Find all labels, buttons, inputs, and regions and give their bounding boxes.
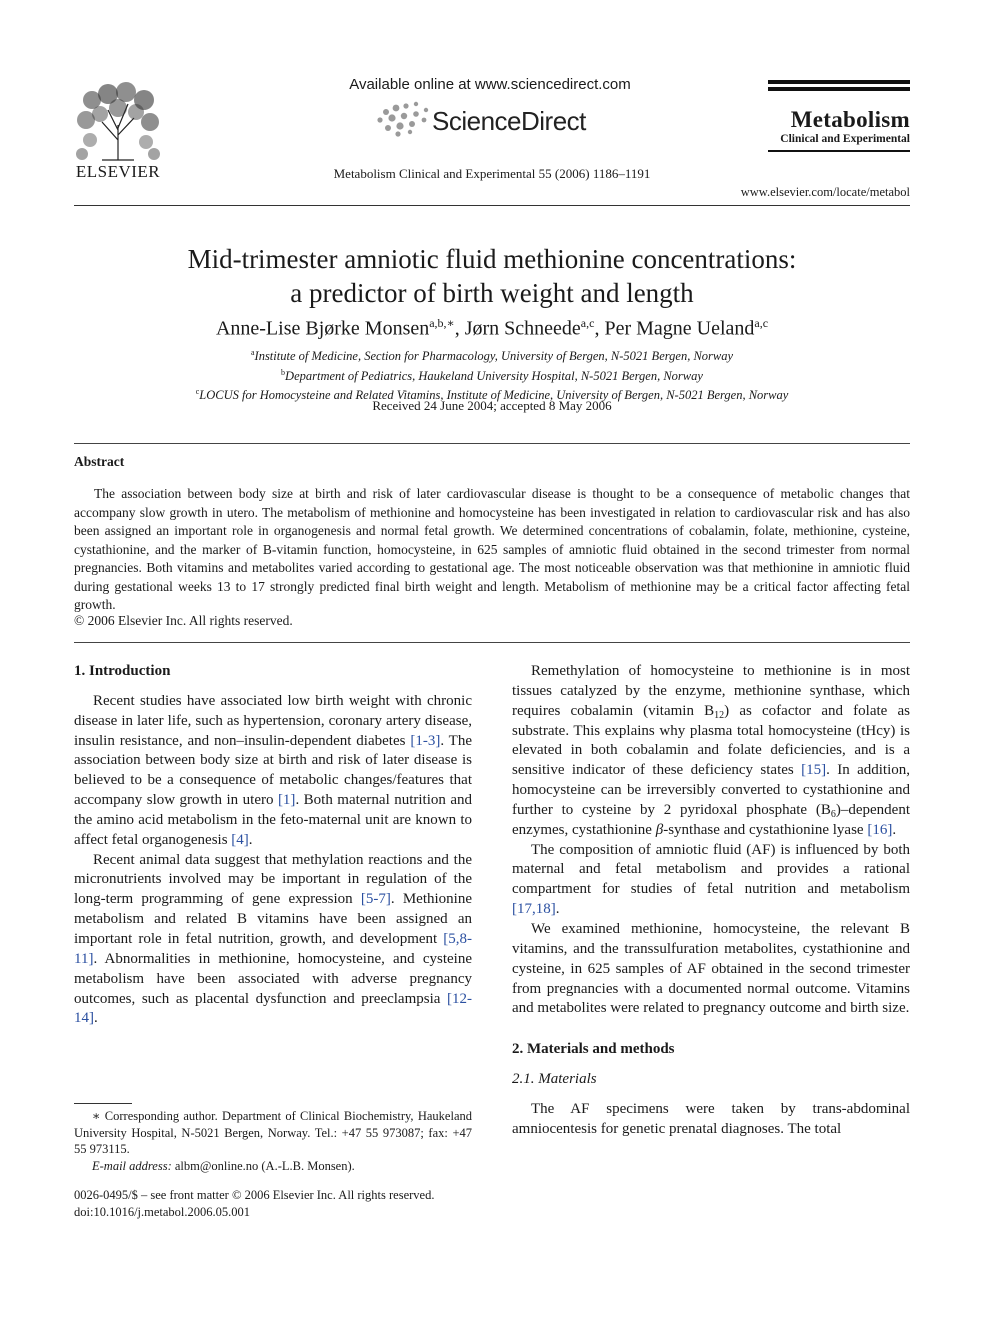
citation-link[interactable]: [1]	[277, 792, 296, 809]
affiliation-list	[74, 345, 910, 404]
article-title	[74, 242, 910, 310]
intro-paragraph-2: Recent animal data suggest that methylation reactions and the micronutrients involved may be important in regulation of the long-term programming of gene expression [5-7]. Methionine metabolism and related B vitamins have been assigned an important role in fetal nutrition, growth, and development [5,8-11]. Abnormalities in methionine, homocysteine, and cysteine metabolism have been associated with adverse pregnancy outcomes, such as placental dysfunction and preeclampsia [12-14].	[74, 851, 473, 1027]
citation-link[interactable]: [15]	[801, 762, 827, 779]
abstract-bottom-divider	[74, 642, 910, 643]
materials-paragraph-1: The AF specimens were taken by trans-abdominal amniocentesis for genetic prenatal diagnoses. The total	[512, 1100, 910, 1137]
citation-link[interactable]: [5,8-11]	[74, 930, 472, 967]
intro-paragraph-5: We examined methionine, homocysteine, the relevant B vitamins, and the transsulfuration metabolites, cystathionine and cysteine, in 625 samples of AF obtained in the second trimester from pregnancies with a documented normal outcome. Vitamins and metabolites were related to pregnancy outcome and birth size.	[512, 920, 910, 1017]
citation-link[interactable]: [4]	[231, 831, 249, 848]
email-line	[74, 1158, 472, 1175]
affiliation	[74, 345, 910, 365]
abstract-body: The association between body size at birth and risk of later cardiovascular disease is thought to be a consequence of metabolic changes that accompany slow growth in utero. The metabolism of methionine and homocysteine has been investigated in relation to cardiovascular risk and has also been assigned an important role in organogenesis and normal fetal growth. We determined concentrations of cobalamin, folate, methionine, cysteine, cystathionine, and the marker of B-vitamin function, homocysteine, in 625 samples of amniotic fluid obtained in the second trimester from normal pregnancies. Both vitamins and metabolites varied according to gestational age. The most noticeable observation was that methionine in amniotic fluid during gestational weeks 13 to 17 strongly predicted final birth weight and length. Metabolism of methionine may be a critical factor affecting fetal growth.	[74, 486, 910, 612]
footnote-divider	[74, 1103, 132, 1104]
intro-paragraph-1: Recent studies have associated low birth weight with chronic disease in later life, such as hypertension, coronary artery disease, insulin resistance, and non–insulin-dependent diabetes [1-3]. The association between body size at birth and risk of later disease is believed to be a consequence of metabolic changes/features that accompany slow growth in utero [1]. Both maternal nutrition and the amino acid metabolism in the feto-maternal unit are known to affect fetal organogenesis [4].	[74, 692, 473, 848]
publisher-logo-word: ELSEVIER	[75, 162, 161, 181]
affiliation-text: Institute of Medicine, Section for Pharmacology, University of Bergen, N-5021 Bergen, Norway	[254, 349, 734, 364]
introduction-heading: 1. Introduction	[74, 663, 171, 679]
citation-link[interactable]: [16]	[867, 821, 893, 838]
author-affil-marks: a,c	[580, 316, 595, 330]
author-name[interactable]: Jørn Schneede	[464, 317, 581, 340]
issn-line: 0026-0495/$ – see front matter © 2006 Elsevier Inc. All rights reserved.	[74, 1188, 435, 1202]
corresponding-author-footnote	[74, 1108, 472, 1174]
journal-citation: Metabolism Clinical and Experimental 55 (2006) 1186–1191	[333, 166, 651, 181]
citation-link[interactable]: [12-14]	[74, 990, 472, 1027]
available-online-notice[interactable]: Available online at www.sciencedirect.com	[349, 76, 631, 93]
author-affil-marks: a,b,∗	[429, 316, 455, 330]
left-column	[74, 662, 472, 1029]
right-column	[512, 662, 910, 1140]
journal-subtitle: Clinical and Experimental	[780, 133, 910, 145]
abstract-heading: Abstract	[74, 454, 125, 469]
affiliation-mark: b	[281, 367, 286, 377]
intro-paragraph-4: The composition of amniotic fluid (AF) is influenced by both maternal and fetal metabolism and provides a rational compartment for studies of fetal nutrition and metabolism [17,18].	[512, 841, 910, 918]
intro-paragraph-3: Remethylation of homocysteine to methionine is in most tissues catalyzed by the enzyme, methionine synthase, which requires cobalamin (vitamin $B_{12}$) as cofactor and folate as substrate. This explains why plasma total homocysteine (tHcy) is elevated in both cobalamin and folate deficiencies, and is a sensitive indicator of these deficiency states [15]. In addition, homocysteine can be irreversibly converted to cystathionine and further to cysteine by 2 pyridoxal phosphate $(B_6)$–dependent enzymes, cystathionine β-synthase and cystathionine lyase [16].	[512, 663, 910, 838]
email-label: E-mail address:	[92, 1158, 172, 1173]
corresponding-author-text: ∗ Corresponding author. Department of Clinical Biochemistry, Haukeland University Hospital, N-5021 Bergen, Norway. Tel.: +47 55 973087; fax: +47 55 973115.	[74, 1109, 472, 1156]
journal-url-link[interactable]: www.elsevier.com/locate/metabol	[740, 185, 910, 199]
doi-link[interactable]: doi:10.1016/j.metabol.2006.05.001	[74, 1204, 251, 1219]
sciencedirect-wordmark: ScienceDirect	[432, 106, 586, 136]
author-name[interactable]: Anne-Lise Bjørke Monsen	[215, 317, 430, 340]
title-line-2: a predictor of birth weight and length	[290, 278, 694, 308]
journal-logo-underline	[768, 150, 910, 152]
citation-link[interactable]: [1-3]	[410, 732, 441, 749]
citation-link[interactable]: [5-7]	[360, 891, 391, 908]
affiliation-mark: c	[195, 387, 200, 397]
journal-logo-bars	[768, 80, 910, 94]
abstract-top-divider	[74, 443, 910, 444]
author-separator: ,	[594, 317, 605, 340]
citation-link[interactable]: [17,18]	[512, 901, 556, 918]
journal-name: Metabolism	[790, 107, 910, 132]
front-matter	[74, 1187, 472, 1220]
affiliation-text: LOCUS for Homocysteine and Related Vitamins, Institute of Medicine, University of Bergen, N-5021 Bergen, Norway	[199, 388, 789, 403]
methods-heading: 2. Materials and methods	[512, 1041, 675, 1058]
received-dates: Received 24 June 2004; accepted 8 May 2006	[372, 398, 612, 413]
author-separator: ,	[454, 317, 465, 340]
title-line-1: Mid-trimester amniotic fluid methionine concentrations:	[187, 244, 797, 274]
affiliation-text: Department of Pediatrics, Haukeland University Hospital, N-5021 Bergen, Norway	[285, 368, 703, 383]
author-list	[74, 316, 910, 341]
email-link[interactable]: albm@online.no (A.-L.B. Monsen).	[171, 1158, 355, 1173]
affiliation	[74, 365, 910, 385]
abstract-copyright: © 2006 Elsevier Inc. All rights reserved.	[74, 613, 293, 628]
author-affil-marks: a,c	[754, 316, 769, 330]
author-name[interactable]: Per Magne Ueland	[604, 317, 755, 340]
affiliation-mark: a	[250, 348, 255, 357]
header-divider	[74, 205, 910, 206]
materials-subheading: 2.1. Materials	[512, 1071, 597, 1088]
